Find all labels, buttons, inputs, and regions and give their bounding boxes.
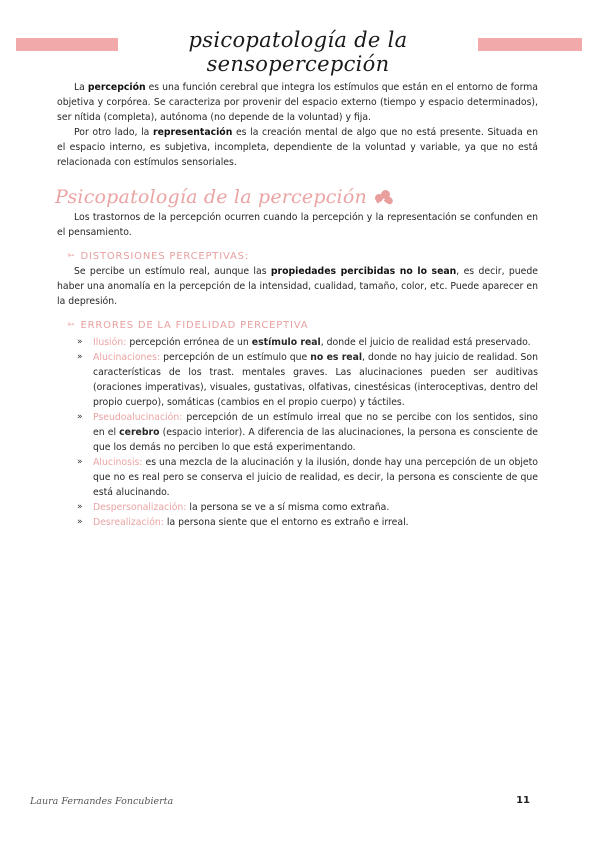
- chevron-right-icon: »: [77, 502, 83, 512]
- chevron-right-icon: »: [77, 517, 83, 527]
- text-run: , donde no hay juicio de realidad. Son características de los trast. mentales graves. Las alucinaciones pueden ser auditivas (oraciones imperativas), visuales, gustativas, olfativas, cinestésicas (interoceptivas, dentro del propio cuerpo), somáticas (cambios en el propio cuerpo) y táctiles.: [93, 352, 538, 408]
- section-heading-text: Psicopatología de la percepción: [55, 185, 367, 208]
- footer-author: Laura Fernandes Foncubierta: [30, 796, 174, 807]
- header-stripe-right: [478, 38, 582, 51]
- leaf-icon: [373, 189, 395, 205]
- list-item-term: Pseudoalucinación:: [93, 412, 183, 423]
- page-content: [57, 80, 538, 530]
- text-run: percepción de un estímulo que: [160, 352, 311, 363]
- text-run: percepción de un estímulo irreal que no se percibe con los sentidos, sino en el: [93, 412, 538, 438]
- distorsiones-heading-text: DISTORSIONES PERCEPTIVAS:: [80, 250, 249, 262]
- chevron-right-icon: »: [77, 337, 83, 347]
- intro-paragraph-1: [57, 80, 538, 125]
- text-run: percepción errónea de un: [126, 337, 252, 348]
- list-item-term: Ilusión:: [93, 337, 127, 348]
- bold-text: percepción: [87, 82, 146, 93]
- list-item: [77, 410, 538, 455]
- arrow-icon: ➳: [67, 250, 75, 261]
- text-run: la persona siente que el entorno es extraño e irreal.: [163, 517, 409, 528]
- arrow-icon: ➳: [67, 319, 75, 330]
- bold-text: representación: [153, 127, 233, 138]
- chevron-right-icon: »: [77, 352, 83, 362]
- section-intro: Los trastornos de la percepción ocurren cuando la percepción y la representación se confunden en el pensamiento.: [57, 212, 538, 238]
- header-bar: [0, 28, 600, 76]
- section-heading: [55, 184, 538, 210]
- text-run: Por otro lado, la: [74, 127, 153, 138]
- distorsiones-text: [57, 264, 538, 309]
- text-run: Se percibe un estímulo real, aunque las: [74, 266, 271, 277]
- intro-paragraph-2: [57, 125, 538, 170]
- list-item-term: Alucinosis:: [93, 457, 143, 468]
- header-stripe-left: [16, 38, 118, 51]
- list-item: [77, 455, 538, 500]
- list-item: [77, 350, 538, 410]
- bold-text: cerebro: [119, 427, 160, 438]
- list-item: [77, 335, 538, 350]
- errores-heading-text: ERRORES DE LA FIDELIDAD PERCEPTIVA: [80, 319, 309, 331]
- list-item: [77, 500, 538, 515]
- chevron-right-icon: »: [77, 412, 83, 422]
- text-run: la persona se ve a sí misma como extraña.: [186, 502, 390, 513]
- text-run: , es decir, puede haber una anomalía en la percepción de la intensidad, cualidad, tamaño, color, etc. Puede aparecer en la depresión.: [57, 266, 538, 307]
- list-item-term: Despersonalización:: [93, 502, 187, 513]
- chevron-right-icon: »: [77, 457, 83, 467]
- text-run: , donde el juicio de realidad está preservado.: [320, 337, 531, 348]
- text-run: es una mezcla de la alucinación y la ilusión, donde hay una percepción de un objeto que no es real pero se conserva el juicio de realidad, es decir, la persona es consciente de que está alucinando.: [93, 457, 538, 498]
- distorsiones-heading: [67, 248, 538, 264]
- bold-text: estímulo real: [251, 337, 321, 348]
- bold-text: no es real: [310, 352, 363, 363]
- list-item-term: Desrealización:: [93, 517, 164, 528]
- text-run: es la creación mental de algo que no está presente. Situada en el espacio interno, es subjetiva, incompleta, dependiente de la voluntad y variable, ya que no está relacionada con estímulos sensoriales.: [57, 127, 538, 168]
- list-item: [77, 515, 538, 530]
- errores-list: [77, 335, 538, 530]
- errores-heading: [67, 317, 538, 333]
- text-run: (espacio interior). A diferencia de las alucinaciones, la persona es consciente de que los demás no perciben lo que está experimentando.: [93, 427, 538, 453]
- page-number: 11: [516, 795, 530, 806]
- text-run: La: [74, 82, 88, 93]
- bold-text: propiedades percibidas no lo sean: [270, 266, 457, 277]
- page-title: psicopatología de la sensopercepción: [188, 28, 408, 76]
- text-run: es una función cerebral que integra los estímulos que están en el entorno de forma objetiva y corpórea. Se caracteriza por provenir del espacio externo (tiempo y espacio determinados), ser nítida (completa), autónoma (no depende de la voluntad) y fija.: [57, 82, 538, 123]
- list-item-term: Alucinaciones:: [93, 352, 161, 363]
